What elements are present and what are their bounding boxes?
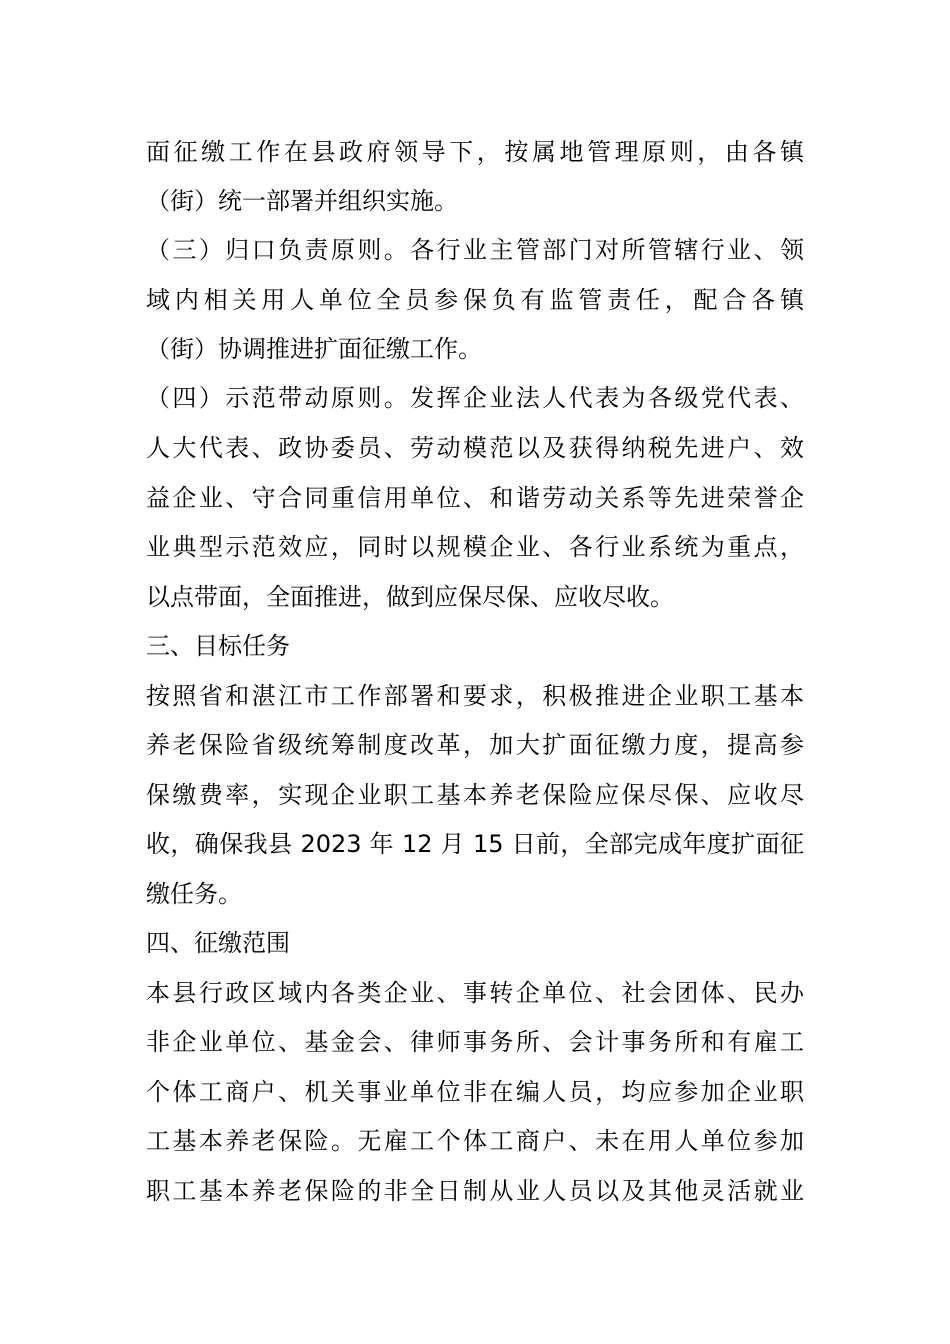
body-text-line: 养老保险省级统筹制度改革，加大扩面征缴力度，提高参 — [146, 731, 804, 759]
body-text-line: 职工基本养老保险的非全日制从业人员以及其他灵活就业 — [146, 1177, 804, 1205]
body-text-line: （街）统一部署并组织实施。 — [146, 187, 458, 215]
body-text-line: （三）归口负责原则。各行业主管部门对所管辖行业、领 — [146, 236, 804, 264]
body-text-line: 个体工商户、机关事业单位非在编人员，均应参加企业职 — [146, 1078, 804, 1106]
body-text-line: 以点带面，全面推进，做到应保尽保、应收尽收。 — [146, 583, 674, 611]
body-text-line: 非企业单位、基金会、律师事务所、会计事务所和有雇工 — [146, 1028, 804, 1056]
body-text-line: 工基本养老保险。无雇工个体工商户、未在用人单位参加 — [146, 1127, 804, 1155]
body-text-line: 益企业、守合同重信用单位、和谐劳动关系等先进荣誉企 — [146, 484, 804, 512]
body-text-line: （四）示范带动原则。发挥企业法人代表为各级党代表、 — [146, 384, 804, 412]
body-text-line: 面征缴工作在县政府领导下，按属地管理原则，由各镇 — [146, 138, 804, 166]
body-text-line: 收，确保我县 2023 年 12 月 15 日前，全部完成年度扩面征 — [146, 830, 804, 858]
body-text-line: 保缴费率，实现企业职工基本养老保险应保尽保、应收尽 — [146, 781, 804, 809]
section-heading: 三、目标任务 — [146, 632, 290, 660]
body-text-line: 业典型示范效应，同时以规模企业、各行业系统为重点， — [146, 533, 804, 561]
body-text-line: 按照省和湛江市工作部署和要求，积极推进企业职工基本 — [146, 682, 804, 710]
section-heading: 四、征缴范围 — [146, 929, 290, 957]
body-text-line: 缴任务。 — [146, 880, 242, 908]
body-text-line: 人大代表、政协委员、劳动模范以及获得纳税先进户、效 — [146, 434, 804, 462]
body-text-line: 本县行政区域内各类企业、事转企单位、社会团体、民办 — [146, 979, 804, 1007]
body-text-line: （街）协调推进扩面征缴工作。 — [146, 335, 482, 363]
body-text-line: 域内相关用人单位全员参保负有监管责任，配合各镇 — [146, 286, 804, 314]
